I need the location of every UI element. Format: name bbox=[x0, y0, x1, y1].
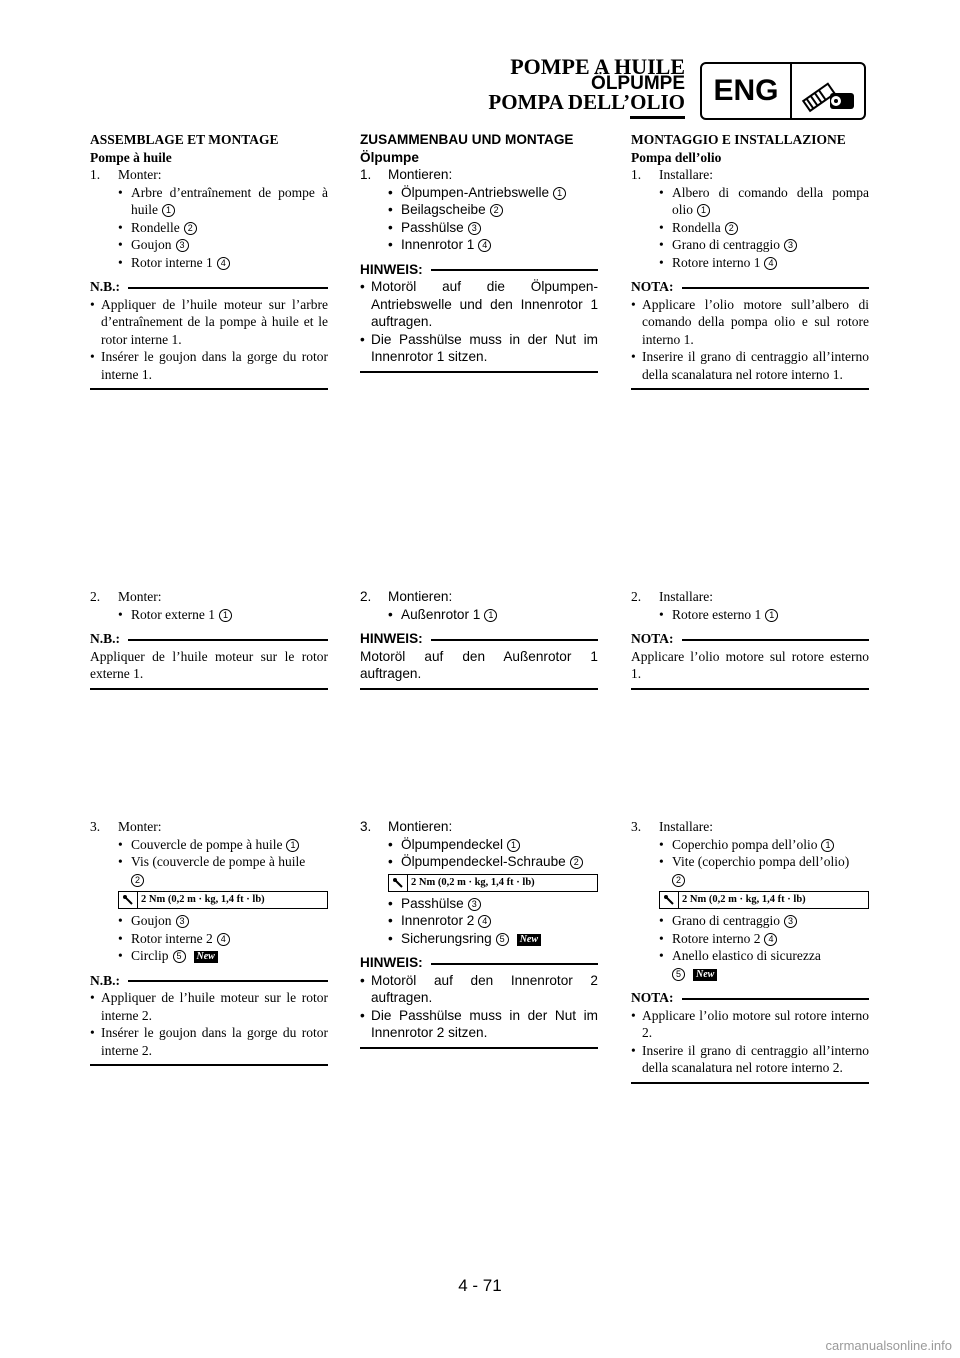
it-section-3 bbox=[631, 818, 869, 1084]
list-item: • Ölpumpendeckel-Schraube 2 bbox=[360, 853, 598, 871]
list-item: • Anello elastico di sicurezza 5 New bbox=[659, 948, 821, 980]
note-end-rule bbox=[90, 388, 328, 390]
note-text: Appliquer de l’huile moteur sur le rotor externe 1. bbox=[90, 648, 328, 681]
step-number: 1. bbox=[631, 167, 642, 182]
list-item: • Coperchio pompa dell’olio 1 bbox=[631, 836, 869, 854]
de-section-3 bbox=[360, 818, 598, 1049]
torque-wrench-icon bbox=[660, 892, 679, 908]
it-subtitle: Pompa dell’olio bbox=[631, 149, 722, 165]
watermark: carmanualsonline.info bbox=[825, 1338, 952, 1353]
note-end-rule bbox=[631, 1082, 869, 1084]
torque-spec: 2 Nm (0,2 m · kg, 1,4 ft · lb) bbox=[659, 891, 869, 909]
list-item: • Grano di centraggio 3 bbox=[631, 236, 869, 254]
list-item: • Rondelle 2 bbox=[90, 219, 328, 237]
note-item: • Die Passhülse muss in der Nut im Innenrotor 2 sitzen. bbox=[360, 1007, 598, 1040]
note-end-rule bbox=[631, 688, 869, 690]
header-title-de: ÖLPUMPE bbox=[591, 73, 685, 94]
fr-section-3 bbox=[90, 818, 328, 1066]
header-rule bbox=[630, 116, 685, 119]
step-number: 2. bbox=[631, 589, 642, 604]
de-title: ZUSAMMENBAU UND MONTAGE bbox=[360, 132, 574, 147]
new-badge: New bbox=[517, 934, 541, 946]
step-number: 2. bbox=[360, 589, 372, 604]
torque-spec: 2 Nm (0,2 m · kg, 1,4 ft · lb) bbox=[118, 891, 328, 909]
note-item: • Die Passhülse muss in der Nut im Innenrotor 1 sitzen. bbox=[360, 331, 598, 364]
list-item: • Vite (coperchio pompa dell’olio) 2 bbox=[659, 854, 850, 885]
fr-section-2 bbox=[90, 588, 328, 690]
section-badge bbox=[700, 62, 866, 120]
de-section-2 bbox=[360, 588, 598, 690]
list-item: • Sicherungsring 5 New bbox=[360, 930, 598, 948]
list-item: • Außenrotor 1 1 bbox=[360, 606, 598, 624]
list-item: • Beilagscheibe 2 bbox=[360, 201, 598, 219]
list-item: • Passhülse 3 bbox=[360, 895, 598, 913]
list-item: • Rotor interne 1 4 bbox=[90, 254, 328, 272]
list-item: • Rotore esterno 1 1 bbox=[631, 606, 869, 624]
step-verb: Montieren: bbox=[388, 589, 453, 604]
step-verb: Montieren: bbox=[388, 167, 453, 182]
step-verb: Monter: bbox=[118, 589, 162, 604]
note-item: • Inserire il grano di centraggio all’interno della scanalatura nel rotore interno 1. bbox=[631, 349, 869, 382]
note-text: Motoröl auf den Außenrotor 1 auftragen. bbox=[360, 648, 598, 681]
list-item: • Rotore interno 1 4 bbox=[631, 254, 869, 272]
header-title-it: POMPA DELL’OLIO bbox=[488, 90, 685, 114]
list-item: • Rotore interno 2 4 bbox=[631, 930, 869, 948]
note-header: N.B.: bbox=[90, 630, 328, 648]
fr-title: ASSEMBLAGE ET MONTAGE bbox=[90, 132, 279, 147]
list-item: • Ölpumpen-Antriebswelle 1 bbox=[360, 184, 598, 202]
de-subtitle: Ölpumpe bbox=[360, 149, 419, 165]
step-verb: Monter: bbox=[118, 167, 162, 182]
list-item: • Arbre d’entraînement de pompe à huile 1 bbox=[118, 184, 328, 217]
step-verb: Installare: bbox=[659, 167, 713, 182]
step-number: 3. bbox=[631, 819, 642, 834]
de-section-1 bbox=[360, 131, 598, 373]
torque-wrench-icon bbox=[119, 892, 138, 908]
list-item: • Rotor externe 1 1 bbox=[90, 606, 328, 624]
note-item: • Motoröl auf den Innenrotor 2 auftragen. bbox=[360, 972, 598, 1005]
list-item: • Goujon 3 bbox=[90, 236, 328, 254]
note-item: • Appliquer de l’huile moteur sur le rotor interne 2. bbox=[90, 990, 328, 1023]
note-end-rule bbox=[360, 1047, 598, 1049]
torque-spec: 2 Nm (0,2 m · kg, 1,4 ft · lb) bbox=[388, 874, 598, 892]
note-item: • Applicare l’olio motore sull’albero di comando della pompa olio e sul rotore interno 1. bbox=[631, 296, 869, 347]
fr-section-1 bbox=[90, 131, 328, 390]
note-header: NOTA: bbox=[631, 630, 869, 648]
note-end-rule bbox=[360, 371, 598, 373]
note-item: • Appliquer de l’huile moteur sur l’arbre d’entraînement de la pompe à huile et le rotor interne 1. bbox=[90, 296, 328, 347]
step-number: 1. bbox=[360, 167, 372, 182]
note-header: N.B.: bbox=[90, 278, 328, 296]
note-header: NOTA: bbox=[631, 278, 869, 296]
list-item: • Rotor interne 2 4 bbox=[90, 930, 328, 948]
fr-subtitle: Pompe à huile bbox=[90, 149, 172, 165]
note-item: • Insérer le goujon dans la gorge du rotor interne 2. bbox=[90, 1025, 328, 1058]
list-item: • Innenrotor 1 4 bbox=[360, 236, 598, 254]
badge-label: ENG bbox=[702, 64, 792, 118]
list-item: • Innenrotor 2 4 bbox=[360, 912, 598, 930]
note-item: • Applicare l’olio motore sul rotore interno 2. bbox=[631, 1007, 869, 1040]
list-item: • Goujon 3 bbox=[90, 912, 328, 930]
step-number: 2. bbox=[90, 589, 101, 604]
new-badge: New bbox=[693, 969, 717, 981]
step-verb: Montieren: bbox=[388, 819, 453, 834]
torque-wrench-icon bbox=[389, 875, 408, 891]
step-verb: Installare: bbox=[659, 819, 713, 834]
note-end-rule bbox=[90, 688, 328, 690]
list-item: • Ölpumpendeckel 1 bbox=[360, 836, 598, 854]
list-item: • Rondella 2 bbox=[631, 219, 869, 237]
step-number: 3. bbox=[360, 819, 372, 834]
list-item: • Vis (couvercle de pompe à huile 2 bbox=[118, 854, 306, 885]
header-title-fr: POMPE A HUILE bbox=[510, 54, 685, 79]
step-number: 3. bbox=[90, 819, 101, 834]
wrench-engine-icon bbox=[792, 64, 864, 118]
list-item: • Couvercle de pompe à huile 1 bbox=[90, 836, 328, 854]
note-item: • Motoröl auf die Ölpumpen-Antriebswelle und den Innenrotor 1 auftragen. bbox=[360, 279, 598, 329]
note-text: Applicare l’olio motore sul rotore esterno 1. bbox=[631, 648, 869, 681]
list-item: • Grano di centraggio 3 bbox=[631, 912, 869, 930]
note-item: • Insérer le goujon dans la gorge du rotor interne 1. bbox=[90, 349, 328, 382]
note-item: • Inserire il grano di centraggio all’interno della scanalatura nel rotore interno 2. bbox=[631, 1042, 869, 1075]
page-number: 4 - 71 bbox=[458, 1276, 502, 1295]
list-item: • Passhülse 3 bbox=[360, 219, 598, 237]
list-item: • Albero di comando della pompa olio 1 bbox=[659, 184, 869, 217]
step-number: 1. bbox=[90, 167, 101, 182]
list-item: • Circlip 5 New bbox=[90, 947, 328, 965]
note-header: HINWEIS: bbox=[360, 261, 598, 279]
note-end-rule bbox=[90, 1064, 328, 1066]
new-badge: New bbox=[194, 951, 218, 963]
note-header: NOTA: bbox=[631, 989, 869, 1007]
note-end-rule bbox=[360, 688, 598, 690]
it-title: MONTAGGIO E INSTALLAZIONE bbox=[631, 132, 846, 147]
note-header: HINWEIS: bbox=[360, 954, 598, 972]
it-section-1 bbox=[631, 131, 869, 390]
it-section-2 bbox=[631, 588, 869, 690]
step-verb: Installare: bbox=[659, 589, 713, 604]
note-header: HINWEIS: bbox=[360, 630, 598, 648]
step-verb: Monter: bbox=[118, 819, 162, 834]
note-header: N.B.: bbox=[90, 972, 328, 990]
note-end-rule bbox=[631, 388, 869, 390]
